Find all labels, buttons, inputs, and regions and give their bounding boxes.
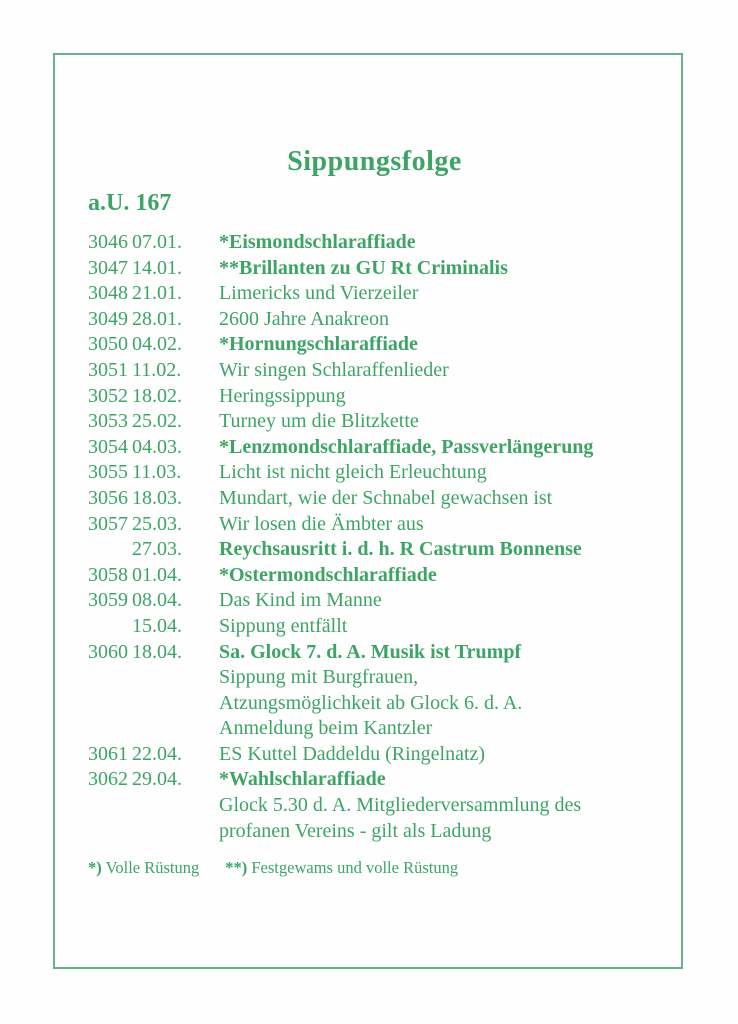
sippung-date: 25.03. [132,512,182,535]
schedule-row [88,409,661,435]
schedule-row [88,614,661,640]
sippung-number: 3057 [88,512,128,535]
sippung-date: 22.04. [132,742,182,765]
sippung-date: 14.01. [132,256,182,279]
sippung-number [88,793,132,819]
sippung-title: *Ostermondschlaraffiade [219,563,437,586]
sippung-date: 28.01. [132,307,182,330]
sippung-title: Sippung entfällt [219,614,348,637]
sippung-date [132,793,219,819]
sippung-date: 29.04. [132,768,182,791]
sippung-number: 3048 [88,282,128,305]
sippung-title: Wir losen die Ämbter aus [219,512,424,535]
sippung-title: Reychsausritt i. d. h. R Castrum Bonnense [219,538,582,561]
sippung-date: 21.01. [132,282,182,305]
sippung-date: 11.02. [132,358,182,381]
footnote-full-armor [88,858,199,877]
schedule-row-continuation [88,665,661,691]
schedule-row [88,256,661,282]
sippung-date [132,819,219,845]
sippung-number: 3056 [88,486,128,509]
sippung-title: Anmeldung beim Kantzler [219,717,433,740]
schedule-row [88,358,661,384]
sippung-number: 3052 [88,384,128,407]
page-title: Sippungsfolge [287,146,462,177]
sippung-date: 01.04. [132,563,182,586]
schedule-row [88,486,661,512]
schedule-row [88,537,661,563]
sippung-title: Turney um die Blitzkette [219,410,419,433]
sippung-date: 25.02. [132,410,182,433]
schedule-row [88,384,661,410]
schedule-row [88,767,661,793]
sippung-date: 11.03. [132,461,182,484]
sippung-title: *Wahlschlaraffiade [219,768,386,791]
sippung-title: Glock 5.30 d. A. Mitgliederversammlung des [219,794,582,817]
sippung-number: 3046 [88,231,128,253]
footnote-text: Festgewams und volle Rüstung [251,858,459,878]
footnote-marker: *) [88,858,102,878]
sippung-date [132,665,219,691]
sippung-number [88,819,132,845]
sippung-title: *Lenzmondschlaraffiade, Passverlängerung [219,435,594,458]
sippung-number: 3049 [88,307,128,330]
sippung-number: 3059 [88,589,128,612]
sippung-title: profanen Vereins - gilt als Ladung [219,819,492,842]
schedule-row [88,281,661,307]
sippung-number [88,665,132,691]
sippung-title: Mundart, wie der Schnabel gewachsen ist [219,486,553,509]
sippung-date [132,691,219,717]
footnote-marker: **) [225,858,248,878]
sippung-number: 3047 [88,256,128,279]
sippung-number: 3055 [88,461,128,484]
schedule-row [88,307,661,333]
sippung-number: 3062 [88,768,128,791]
schedule-row-continuation [88,716,661,742]
schedule-row [88,460,661,486]
sippung-number: 3054 [88,435,128,458]
schedule-row [88,230,661,256]
schedule-row [88,563,661,589]
sippung-date: 04.03. [132,435,182,458]
sippung-title: Heringssippung [219,384,346,407]
sippung-title: Das Kind im Manne [219,589,382,612]
year-label: a.U. 167 [88,190,172,216]
schedule-row [88,435,661,461]
sippung-title: Atzungsmöglichkeit ab Glock 6. d. A. [219,691,523,714]
sippung-title: Licht ist nicht gleich Erleuchtung [219,461,487,484]
schedule-row [88,332,661,358]
sippung-title: Limericks und Vierzeiler [219,282,419,305]
sippung-date [132,716,219,742]
sippung-date: 15.04. [132,614,182,637]
schedule-row-continuation [88,691,661,717]
sippung-title: Sa. Glock 7. d. A. Musik ist Trumpf [219,640,522,663]
sippung-number: 3061 [88,742,128,765]
footnote-text: Volle Rüstung [105,858,200,878]
sippung-date: 08.04. [132,589,182,612]
sippung-date: 18.03. [132,486,182,509]
schedule-row-continuation [88,793,661,819]
sippung-title: Wir singen Schlaraffenlieder [219,358,449,381]
sippung-title: *Eismondschlaraffiade [219,231,416,253]
sippung-title: ES Kuttel Daddeldu (Ringelnatz) [219,742,486,765]
sippung-title: *Hornungschlaraffiade [219,333,418,356]
schedule-row [88,742,661,768]
sippung-number: 3051 [88,358,128,381]
footnotes [88,857,661,879]
page-border-frame [53,53,683,969]
page-content [55,55,681,879]
sippung-date: 04.02. [132,333,182,356]
sippung-date: 18.02. [132,384,182,407]
sippung-title: Sippung mit Burgfrauen, [219,666,419,689]
sippung-number: 3050 [88,333,128,356]
sippung-date: 27.03. [132,538,182,561]
schedule-row [88,640,661,666]
schedule-row [88,512,661,538]
sippung-number: 3058 [88,563,128,586]
sippung-number [88,716,132,742]
sippung-date: 07.01. [132,231,182,253]
footnote-festive-armor [225,858,458,877]
schedule-row [88,588,661,614]
schedule-list [88,230,661,844]
sippung-number [88,537,132,563]
sippung-date: 18.04. [132,640,182,663]
sippung-title: **Brillanten zu GU Rt Criminalis [219,256,508,279]
sippung-number: 3053 [88,410,128,433]
sippung-number [88,614,132,640]
schedule-row-continuation [88,819,661,845]
sippung-title: 2600 Jahre Anakreon [219,307,389,330]
sippung-number [88,691,132,717]
sippung-number: 3060 [88,640,128,663]
